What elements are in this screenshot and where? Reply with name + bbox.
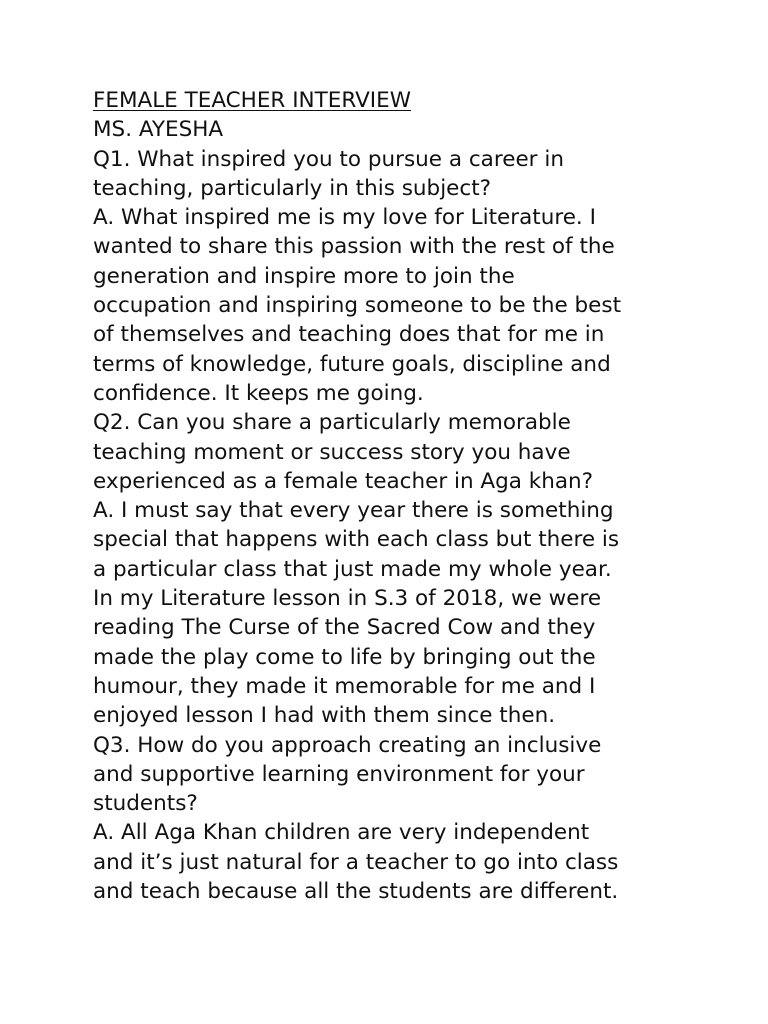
text-line: occupation and inspiring someone to be the best [93, 293, 622, 319]
text-line: of themselves and teaching does that for me in [93, 322, 605, 348]
text-line: and teach because all the students are different. [93, 879, 619, 905]
text-line: and supportive learning environment for your [93, 761, 585, 787]
document-page [93, 86, 683, 906]
interviewee-name: MS. AYESHA [93, 117, 224, 143]
text-line: Q2. Can you share a particularly memorable [93, 410, 571, 436]
text-line: terms of knowledge, future goals, discipline and [93, 351, 611, 377]
text-line: Q3. How do you approach creating an inclusive [93, 732, 602, 758]
text-line: In my Literature lesson in S.3 of 2018, we were [93, 586, 602, 612]
text-line: Q1. What inspired you to pursue a career in [93, 146, 564, 172]
text-line: A. I must say that every year there is something [93, 498, 614, 524]
text-line: generation and inspire more to join the [93, 263, 515, 289]
text-line: A. What inspired me is my love for Literature. I [93, 205, 596, 231]
text-line: humour, they made it memorable for me and I [93, 673, 596, 699]
text-line: students? [93, 791, 198, 817]
text-line: teaching, particularly in this subject? [93, 175, 492, 201]
text-line: enjoyed lesson I had with them since then. [93, 703, 556, 729]
text-line: and it’s just natural for a teacher to go into class [93, 849, 619, 875]
text-line: a particular class that just made my whole year. [93, 556, 612, 582]
document-title: FEMALE TEACHER INTERVIEW [93, 88, 411, 113]
text-line: special that happens with each class but there is [93, 527, 620, 553]
text-line: experienced as a female teacher in Aga khan? [93, 468, 594, 494]
text-line: A. All Aga Khan children are very independent [93, 820, 590, 846]
text-line: made the play come to life by bringing out the [93, 644, 596, 670]
text-line: confidence. It keeps me going. [93, 380, 424, 406]
text-line: wanted to share this passion with the rest of the [93, 234, 615, 260]
text-line: reading The Curse of the Sacred Cow and they [93, 615, 596, 641]
text-line: teaching moment or success story you have [93, 439, 571, 465]
